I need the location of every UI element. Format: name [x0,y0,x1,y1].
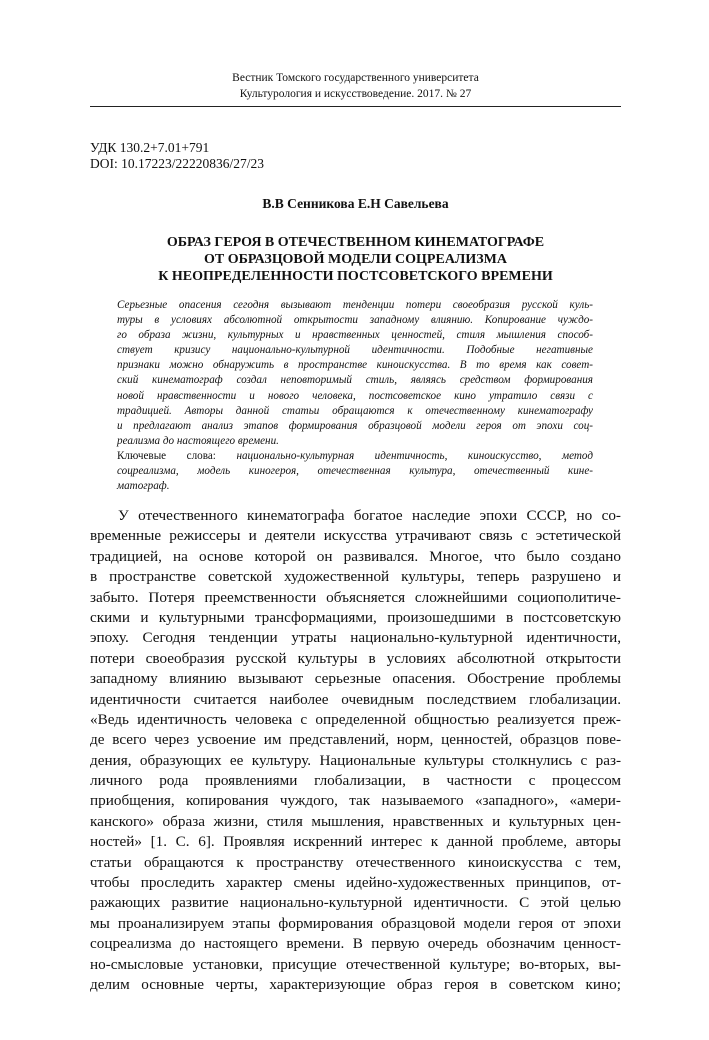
abstract-line: и предлагают анализ этапов формирования образцовой модели героя от эпохи соц- [117,419,593,432]
keywords-line: матограф. [117,480,170,493]
article-body [90,506,621,995]
abstract [117,298,593,494]
body-line: делим основные черты, характеризующие образ героя в советском кино; [90,975,621,993]
body-line: временные режиссеры и деятели искусства утрачивают связь с эстетической [90,527,621,545]
body-line: скими и культурными трансформациями, произошедшими в постсоветскую [90,608,621,626]
abstract-line: туры в условиях абсолютной открытости западному влиянию. Копирование чуждо- [117,314,593,327]
keywords-text: национально-культурная идентичность, киноискусство, метод [236,449,593,462]
body-line: в пространстве советской художественной культуры, теперь разрушено и [90,568,621,586]
doi-code: DOI: 10.17223/22220836/27/23 [90,156,264,171]
body-line: потери своеобразия русской культуры в условиях абсолютной открытости [90,649,621,667]
body-line: де всего через усвоение им представлений, норм, ценностей, образцов пове- [90,731,621,749]
body-line: дения, образующих ее культуру. Национальные культуры столкнулись с раз- [90,751,621,769]
body-line: эпоху. Сегодня тенденции утраты национально-культурной идентичности, [90,629,621,647]
body-line: личного рода проявлениями глобализации, в частности с процессом [90,772,621,790]
body-line: но-смысловые установки, присущие отечественной культуре; во-вторых, вы- [90,955,621,973]
header-divider [90,106,621,107]
abstract-line: признаки можно обнаружить в пространстве киноискусства. В то время как совет- [117,359,593,372]
abstract-line: традицией. Авторы данной статьи обращаются к отечественному кинематографу [117,404,593,417]
abstract-line: реализма до настоящего времени. [117,434,279,447]
article-identifiers [90,140,264,172]
body-line: У отечественного кинематографа богатое наследие эпохи СССР, но со- [118,507,621,524]
body-line: статьи обращаются к пространству отечественного киноискусства с тем, [90,853,621,871]
body-line: канского» образа жизни, стиля мышления, нравственных и культурных цен- [90,812,621,830]
body-line: ражающих развитие национально-культурной идентичности. С этой целью [90,894,621,912]
body-line: чтобы проследить характер смены идейно-художественных принципов, от- [90,874,621,892]
keywords-line: соцреализма, модель киногероя, отечественная культура, отечественный кине- [117,465,593,478]
title-line: ОТ ОБРАЗЦОВОЙ МОДЕЛИ СОЦРЕАЛИЗМА [204,252,507,267]
body-line: «Ведь идентичность человека с определенной общностью реализуется преж- [90,710,621,728]
abstract-line: новой нравственности и нового человека, постсоветское кино утратило связи с [117,389,593,402]
keywords-line [117,449,593,464]
journal-title: Вестник Томского государственного университета [232,72,479,84]
body-line: идентичности считается наиболее очевидным последствием глобализации. [90,690,621,708]
title-line: К НЕОПРЕДЕЛЕННОСТИ ПОСТСОВЕТСКОГО ВРЕМЕНИ [158,269,553,284]
authors: В.В Сенникова Е.Н Савельева [262,196,449,211]
body-line: соцреализма до настоящего времени. В первую очередь обозначим ценност- [90,935,621,953]
title-line: ОБРАЗ ГЕРОЯ В ОТЕЧЕСТВЕННОМ КИНЕМАТОГРАФЕ [166,235,545,250]
body-line: забыто. Потеря преемственности объясняется сложнейшими социополитиче- [90,588,621,606]
abstract-line: ский кинематограф создал неповторимый стиль, являясь средством формирования [117,374,593,387]
body-line: мы проанализируем этапы формирования образцовой модели героя от эпохи [90,914,621,932]
journal-issue: Культурология и искусствоведение. 2017. № 27 [239,88,472,100]
udk-code: УДК 130.2+7.01+791 [90,140,210,155]
body-line: традицией, на основе которой он развивался. Многое, что было создано [90,547,621,565]
abstract-line: го образа жизни, культурных и нравственных ценностей, стиля мышления способ- [117,329,593,342]
article-title [90,234,621,285]
abstract-line: ствует кризису национально-культурной идентичности. Подобные негативные [117,344,593,357]
abstract-line: Серьезные опасения сегодня вызывают тенденции потери своеобразия русской куль- [117,299,593,311]
keywords-label: Ключевые слова: [117,449,216,462]
body-line: западному влиянию вызывают серьезные опасения. Обострение проблемы [90,670,621,688]
body-line: ностей» [1. С. 6]. Проявляя искренний интерес к данной проблеме, авторы [90,833,621,851]
body-line: приобщения, копирования чуждого, так называемого «западного», «амери- [90,792,621,810]
journal-header [90,70,621,102]
